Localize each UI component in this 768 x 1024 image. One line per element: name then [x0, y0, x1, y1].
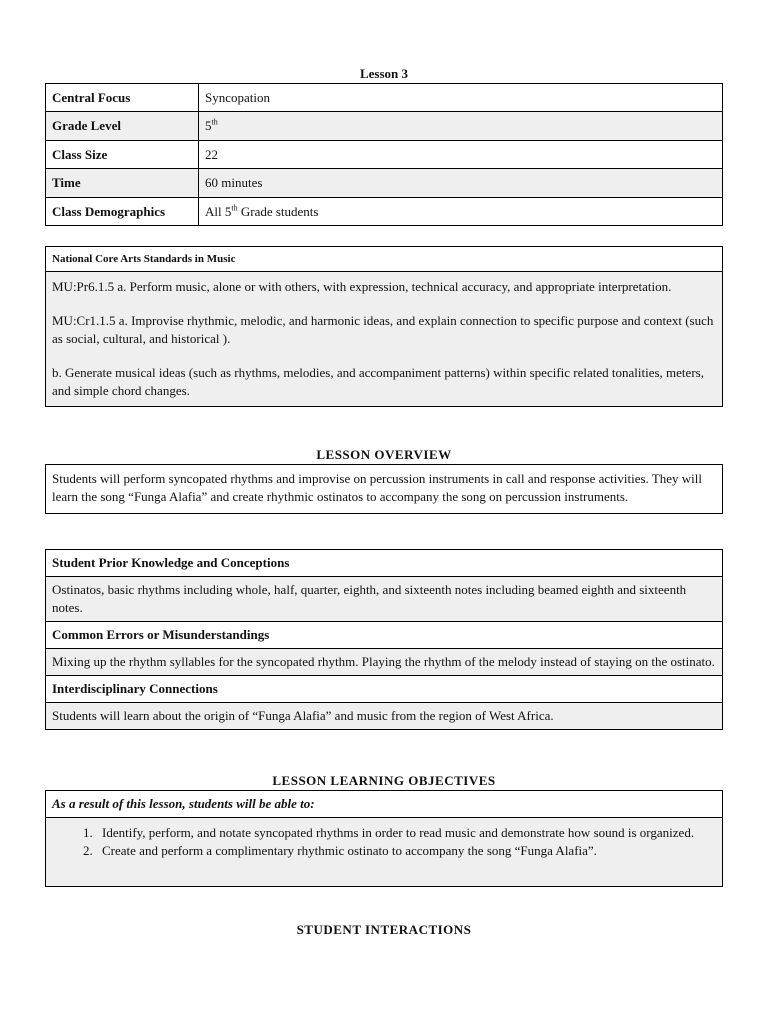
overview-box: [45, 464, 723, 514]
standards-header: National Core Arts Standards in Music: [52, 253, 236, 265]
standards-box: [45, 246, 723, 407]
overview-text: Students will perform syncopated rhythms and improvise on percussion instruments in call and response activities. They will learn the song “Funga Alafia” and create rhythmic ostinatos to accompany the song on percussion instruments.: [52, 471, 703, 504]
objectives-heading: LESSON LEARNING OBJECTIVES: [272, 773, 496, 788]
info-row-class-demographics: [46, 198, 723, 226]
objectives-list-container: [46, 817, 722, 886]
common-errors-text: Mixing up the rhythm syllables for the syncopated rhythm. Playing the rhythm of the melody instead of staying on the ostinato.: [46, 648, 722, 675]
info-row-central-focus: [46, 84, 723, 112]
common-errors-header: Common Errors or Misunderstandings: [46, 621, 722, 648]
info-row-time: [46, 169, 723, 198]
demographics-rest: Grade students: [237, 203, 319, 219]
connections-header: Interdisciplinary Connections: [46, 675, 722, 702]
grade-number: 5: [205, 118, 212, 133]
prior-knowledge-text: Ostinatos, basic rhythms including whole, half, quarter, eighth, and sixteenth notes including beamed eighth and sixteenth notes.: [46, 576, 722, 621]
info-value: [199, 198, 723, 226]
grade-suffix: th: [211, 117, 218, 127]
objectives-box: [45, 790, 723, 887]
info-label: Time: [46, 169, 199, 198]
info-label: Class Size: [46, 141, 199, 169]
demographics-prefix: All 5: [205, 203, 232, 219]
demographics-suffix: th: [231, 203, 238, 213]
info-label: Central Focus: [46, 84, 199, 112]
lesson-title: Lesson 3: [359, 66, 409, 81]
info-row-class-size: [46, 141, 723, 169]
lesson-info-table: [45, 83, 723, 226]
objectives-list: [52, 824, 716, 860]
info-value: 22: [199, 141, 723, 169]
overview-heading: LESSON OVERVIEW: [316, 447, 452, 462]
info-label: Grade Level: [46, 112, 199, 141]
standard-paragraph: b. Generate musical ideas (such as rhythms, melodies, and accompaniment patterns) within specific related tonalities, meters, and simple chord changes.: [52, 365, 704, 398]
info-value: Syncopation: [199, 84, 723, 112]
prior-knowledge-header: Student Prior Knowledge and Conceptions: [52, 555, 290, 570]
info-label: Class Demographics: [46, 198, 199, 226]
standard-paragraph: MU:Cr1.1.5 a. Improvise rhythmic, melodic, and harmonic ideas, and explain connection to specific purpose and context (such as social, cultural, and historical ).: [52, 313, 714, 346]
info-value: [199, 112, 723, 141]
info-value: 60 minutes: [199, 169, 723, 198]
objective-item: 1. Identify, perform, and notate syncopated rhythms in order to read music and demonstrate how sound is organized.: [96, 824, 716, 842]
standard-paragraph: MU:Pr6.1.5 a. Perform music, alone or with others, with expression, technical accuracy, and appropriate interpretation.: [52, 279, 672, 294]
info-row-grade-level: [46, 112, 723, 141]
connections-text: Students will learn about the origin of “Funga Alafia” and music from the region of West Africa.: [46, 702, 722, 729]
standards-body: [46, 271, 722, 406]
prior-knowledge-box: [45, 549, 723, 730]
objectives-intro: As a result of this lesson, students will be able to:: [52, 796, 315, 811]
student-interactions-heading: STUDENT INTERACTIONS: [296, 922, 472, 937]
objective-item: 2. Create and perform a complimentary rhythmic ostinato to accompany the song “Funga Alafia”.: [96, 842, 716, 860]
